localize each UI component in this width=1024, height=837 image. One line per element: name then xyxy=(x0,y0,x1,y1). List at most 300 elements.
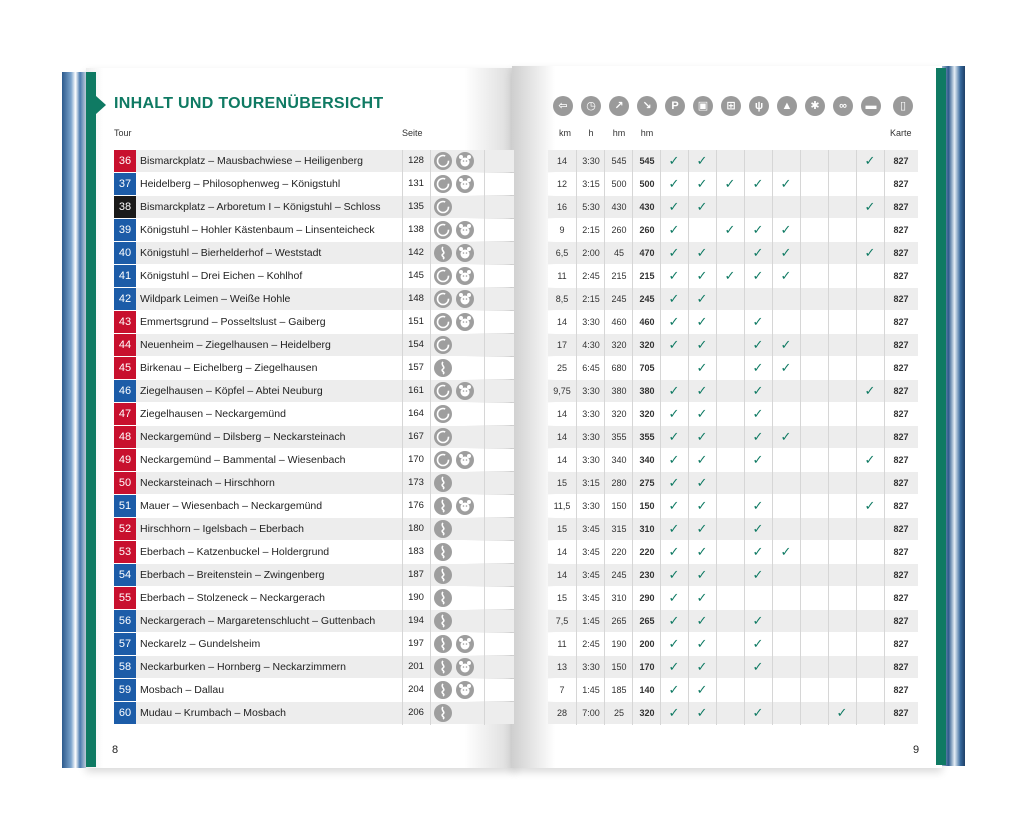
kid-friendly-icon xyxy=(456,267,474,285)
descent-hm: 220 xyxy=(639,547,655,557)
kid-friendly-icon xyxy=(456,290,474,308)
checkmark-icon: ✓ xyxy=(668,590,680,605)
ascent-hm: 320 xyxy=(611,340,627,350)
checkmark-icon: ✓ xyxy=(668,153,680,168)
tour-page: 128 xyxy=(408,155,424,166)
tour-name: Eberbach – Breitenstein – Zwingenberg xyxy=(140,569,325,581)
checkmark-icon: ✓ xyxy=(668,337,680,352)
tour-page: 176 xyxy=(408,500,424,511)
linear-route-icon xyxy=(434,681,452,699)
kid-friendly-icon xyxy=(456,382,474,400)
tour-number: 40 xyxy=(114,242,136,264)
linear-route-icon xyxy=(434,566,452,584)
tour-page: 151 xyxy=(408,316,424,327)
column-divider xyxy=(772,150,773,725)
column-divider xyxy=(632,150,633,725)
tour-number: 38 xyxy=(114,196,136,218)
checkmark-icon: ✓ xyxy=(696,199,708,214)
checkmark-icon: ✓ xyxy=(696,176,708,191)
tour-number: 54 xyxy=(114,564,136,586)
tour-page: 131 xyxy=(408,178,424,189)
map-number: 827 xyxy=(893,294,909,304)
duration-h: 3:30 xyxy=(582,409,600,419)
checkmark-icon: ✓ xyxy=(752,498,764,513)
checkmark-icon: ✓ xyxy=(752,521,764,536)
ascent-hm: 460 xyxy=(611,317,627,327)
checkmark-icon: ✓ xyxy=(696,567,708,582)
tour-name: Mudau – Krumbach – Mosbach xyxy=(140,707,286,719)
tour-number: 39 xyxy=(114,219,136,241)
tour-name: Neckargerach – Margaretenschlucht – Guttenbach xyxy=(140,615,376,627)
circular-route-icon xyxy=(434,336,452,354)
checkmark-icon: ✓ xyxy=(696,291,708,306)
duration-h: 2:15 xyxy=(582,294,600,304)
checkmark-icon: ✓ xyxy=(668,475,680,490)
column-divider xyxy=(576,150,577,725)
map-number: 827 xyxy=(893,570,909,580)
tour-name: Bismarckplatz – Mausbachwiese – Heiligenberg xyxy=(140,155,363,167)
tour-name: Ziegelhausen – Köpfel – Abtei Neuburg xyxy=(140,385,323,397)
checkmark-icon: ✓ xyxy=(696,544,708,559)
distance-km: 17 xyxy=(556,340,567,350)
tour-number: 51 xyxy=(114,495,136,517)
checkmark-icon: ✓ xyxy=(696,498,708,513)
distance-km: 7 xyxy=(559,685,565,695)
checkmark-icon: ✓ xyxy=(668,245,680,260)
checkmark-icon: ✓ xyxy=(668,222,680,237)
distance-km: 25 xyxy=(556,363,567,373)
tour-page: 157 xyxy=(408,362,424,373)
map-number: 827 xyxy=(893,432,909,442)
tour-page: 183 xyxy=(408,546,424,557)
checkmark-icon: ✓ xyxy=(864,452,876,467)
kid-friendly-icon xyxy=(456,152,474,170)
duration-h: 6:45 xyxy=(582,363,600,373)
column-divider xyxy=(856,150,857,725)
linear-route-icon xyxy=(434,520,452,538)
checkmark-icon: ✓ xyxy=(668,636,680,651)
winter-icon: ✱ xyxy=(805,96,825,116)
distance-km: 14 xyxy=(556,409,567,419)
tour-number: 53 xyxy=(114,541,136,563)
descent-hm: 215 xyxy=(639,271,655,281)
ascent-hm: 315 xyxy=(611,524,627,534)
descent-hm: 275 xyxy=(639,478,655,488)
map-number: 827 xyxy=(893,202,909,212)
circular-route-icon xyxy=(434,428,452,446)
checkmark-icon: ✓ xyxy=(752,176,764,191)
checkmark-icon: ✓ xyxy=(668,429,680,444)
descent-hm: 320 xyxy=(639,708,655,718)
ascent-hm: 310 xyxy=(611,593,627,603)
clock-icon: ◷ xyxy=(581,96,601,116)
linear-route-icon xyxy=(434,635,452,653)
duration-h: 3:45 xyxy=(582,570,600,580)
map-icon: ▯ xyxy=(893,96,913,116)
tour-number: 59 xyxy=(114,679,136,701)
tour-number: 43 xyxy=(114,311,136,333)
checkmark-icon: ✓ xyxy=(668,406,680,421)
descent-hm: 705 xyxy=(639,363,655,373)
checkmark-icon: ✓ xyxy=(668,705,680,720)
checkmark-icon: ✓ xyxy=(752,337,764,352)
column-divider xyxy=(660,150,661,725)
descent-hm: 340 xyxy=(639,455,655,465)
map-number: 827 xyxy=(893,501,909,511)
checkmark-icon: ✓ xyxy=(752,452,764,467)
header-tour: Tour xyxy=(114,128,132,138)
accent-bar-left xyxy=(86,72,96,767)
distance-km: 13 xyxy=(556,662,567,672)
duration-h: 3:45 xyxy=(582,593,600,603)
ascent-hm: 185 xyxy=(611,685,627,695)
ascent-hm: 245 xyxy=(611,570,627,580)
cable-car-icon: ⊞ xyxy=(721,96,741,116)
duration-h: 2:15 xyxy=(582,225,600,235)
map-number: 827 xyxy=(893,547,909,557)
kid-friendly-icon xyxy=(456,313,474,331)
map-number: 827 xyxy=(893,386,909,396)
distance-km: 14 xyxy=(556,432,567,442)
distance-km: 7,5 xyxy=(555,616,569,626)
tour-number: 56 xyxy=(114,610,136,632)
ascent-hm: 280 xyxy=(611,478,627,488)
linear-route-icon xyxy=(434,658,452,676)
column-divider xyxy=(800,150,801,725)
checkmark-icon: ✓ xyxy=(864,383,876,398)
duration-h: 5:30 xyxy=(582,202,600,212)
tour-name: Wildpark Leimen – Weiße Hohle xyxy=(140,293,291,305)
tour-number: 57 xyxy=(114,633,136,655)
tour-page: 161 xyxy=(408,385,424,396)
distance-km: 11,5 xyxy=(553,501,571,511)
checkmark-icon: ✓ xyxy=(696,636,708,651)
tour-number: 41 xyxy=(114,265,136,287)
checkmark-icon: ✓ xyxy=(752,636,764,651)
checkmark-icon: ✓ xyxy=(668,199,680,214)
circular-route-icon xyxy=(434,313,452,331)
checkmark-icon: ✓ xyxy=(696,590,708,605)
circular-route-icon xyxy=(434,451,452,469)
checkmark-icon: ✓ xyxy=(752,268,764,283)
checkmark-icon: ✓ xyxy=(836,705,848,720)
checkmark-icon: ✓ xyxy=(864,153,876,168)
duration-h: 2:45 xyxy=(582,639,600,649)
checkmark-icon: ✓ xyxy=(696,659,708,674)
tour-number: 60 xyxy=(114,702,136,724)
tour-name: Neckarelz – Gundelsheim xyxy=(140,638,261,650)
distance-km: 15 xyxy=(556,524,567,534)
descent-hm: 150 xyxy=(639,501,655,511)
ascent-hm: 265 xyxy=(611,616,627,626)
distance-km: 8,5 xyxy=(555,294,569,304)
duration-h: 1:45 xyxy=(582,616,600,626)
checkmark-icon: ✓ xyxy=(752,222,764,237)
train-icon: ▣ xyxy=(693,96,713,116)
checkmark-icon: ✓ xyxy=(668,291,680,306)
distance-km: 28 xyxy=(556,708,567,718)
distance-km: 11 xyxy=(557,271,567,281)
map-number: 827 xyxy=(893,248,909,258)
checkmark-icon: ✓ xyxy=(752,659,764,674)
checkmark-icon: ✓ xyxy=(696,245,708,260)
ascent-hm: 25 xyxy=(613,708,624,718)
checkmark-icon: ✓ xyxy=(696,337,708,352)
bed-icon: ▬ xyxy=(861,96,881,116)
tour-page: 187 xyxy=(408,569,424,580)
checkmark-icon: ✓ xyxy=(696,406,708,421)
descent-hm: 140 xyxy=(639,685,655,695)
checkmark-icon: ✓ xyxy=(780,268,792,283)
tour-number: 48 xyxy=(114,426,136,448)
kid-friendly-icon xyxy=(456,635,474,653)
ascent-hm: 320 xyxy=(611,409,627,419)
map-number: 827 xyxy=(893,639,909,649)
checkmark-icon: ✓ xyxy=(780,337,792,352)
checkmark-icon: ✓ xyxy=(780,360,792,375)
tour-name: Neckarburken – Hornberg – Neckarzimmern xyxy=(140,661,346,673)
duration-h: 3:15 xyxy=(582,478,600,488)
linear-route-icon xyxy=(434,543,452,561)
tour-name: Ziegelhausen – Neckargemünd xyxy=(140,408,286,420)
circular-route-icon xyxy=(434,221,452,239)
map-number: 827 xyxy=(893,271,909,281)
tour-page: 194 xyxy=(408,615,424,626)
descent-hm: 200 xyxy=(639,639,655,649)
checkmark-icon: ✓ xyxy=(696,429,708,444)
tour-page: 135 xyxy=(408,201,424,212)
checkmark-icon: ✓ xyxy=(668,521,680,536)
checkmark-icon: ✓ xyxy=(668,544,680,559)
map-number: 827 xyxy=(893,225,909,235)
checkmark-icon: ✓ xyxy=(696,383,708,398)
checkmark-icon: ✓ xyxy=(724,222,736,237)
tour-page: 167 xyxy=(408,431,424,442)
checkmark-icon: ✓ xyxy=(724,176,736,191)
checkmark-icon: ✓ xyxy=(696,452,708,467)
checkmark-icon: ✓ xyxy=(696,153,708,168)
tour-number: 49 xyxy=(114,449,136,471)
checkmark-icon: ✓ xyxy=(668,383,680,398)
duration-h: 2:00 xyxy=(582,248,600,258)
tour-name: Eberbach – Stolzeneck – Neckargerach xyxy=(140,592,326,604)
checkmark-icon: ✓ xyxy=(724,268,736,283)
distance-km: 14 xyxy=(556,455,567,465)
checkmark-icon: ✓ xyxy=(668,452,680,467)
checkmark-icon: ✓ xyxy=(752,429,764,444)
tour-name: Königstuhl – Drei Eichen – Kohlhof xyxy=(140,270,303,282)
checkmark-icon: ✓ xyxy=(752,245,764,260)
duration-h: 3:45 xyxy=(582,524,600,534)
column-divider xyxy=(484,150,485,725)
descent-icon: ↘ xyxy=(637,96,657,116)
tour-page: 164 xyxy=(408,408,424,419)
header-km: km xyxy=(559,128,571,138)
distance-km: 11 xyxy=(557,639,567,649)
descent-hm: 500 xyxy=(639,179,655,189)
tour-number: 52 xyxy=(114,518,136,540)
checkmark-icon: ✓ xyxy=(780,176,792,191)
duration-h: 2:45 xyxy=(582,271,600,281)
duration-h: 3:30 xyxy=(582,662,600,672)
distance-km: 9 xyxy=(559,225,565,235)
tour-name: Eberbach – Katzenbuckel – Holdergrund xyxy=(140,546,330,558)
ascent-hm: 545 xyxy=(611,156,627,166)
duration-h: 1:45 xyxy=(582,685,600,695)
checkmark-icon: ✓ xyxy=(780,222,792,237)
descent-hm: 355 xyxy=(639,432,655,442)
signpost-icon: ⇦ xyxy=(553,96,573,116)
map-number: 827 xyxy=(893,363,909,373)
descent-hm: 265 xyxy=(639,616,655,626)
column-divider xyxy=(402,150,403,725)
checkmark-icon: ✓ xyxy=(668,314,680,329)
restaurant-icon: ψ xyxy=(749,96,769,116)
kid-friendly-icon xyxy=(456,175,474,193)
distance-km: 14 xyxy=(556,570,567,580)
descent-hm: 470 xyxy=(639,248,655,258)
column-divider xyxy=(716,150,717,725)
duration-h: 3:30 xyxy=(582,317,600,327)
page-title: INHALT UND TOURENÜBERSICHT xyxy=(114,95,384,112)
title-arrow-icon xyxy=(96,96,106,114)
checkmark-icon: ✓ xyxy=(864,199,876,214)
tour-name: Mosbach – Dallau xyxy=(140,684,225,696)
ascent-hm: 190 xyxy=(611,639,627,649)
tour-page: 204 xyxy=(408,684,424,695)
kid-friendly-icon xyxy=(456,681,474,699)
column-divider xyxy=(828,150,829,725)
tour-number: 37 xyxy=(114,173,136,195)
ascent-hm: 260 xyxy=(611,225,627,235)
header-hm-ascent: hm xyxy=(612,128,626,138)
descent-hm: 310 xyxy=(639,524,655,534)
parking-icon: P xyxy=(665,96,685,116)
map-number: 827 xyxy=(893,409,909,419)
kid-friendly-icon xyxy=(456,497,474,515)
descent-hm: 170 xyxy=(639,662,655,672)
ascent-hm: 340 xyxy=(611,455,627,465)
linear-route-icon xyxy=(434,244,452,262)
descent-hm: 230 xyxy=(639,570,655,580)
map-number: 827 xyxy=(893,317,909,327)
ascent-hm: 500 xyxy=(611,179,627,189)
checkmark-icon: ✓ xyxy=(696,682,708,697)
tour-name: Birkenau – Eichelberg – Ziegelhausen xyxy=(140,362,318,374)
tour-page: 154 xyxy=(408,339,424,350)
checkmark-icon: ✓ xyxy=(668,268,680,283)
circular-route-icon xyxy=(434,267,452,285)
ascent-hm: 680 xyxy=(611,363,627,373)
header-karte: Karte xyxy=(890,128,912,138)
checkmark-icon: ✓ xyxy=(696,268,708,283)
checkmark-icon: ✓ xyxy=(696,613,708,628)
tour-number: 42 xyxy=(114,288,136,310)
duration-h: 3:30 xyxy=(582,432,600,442)
map-number: 827 xyxy=(893,593,909,603)
distance-km: 9,75 xyxy=(553,386,571,396)
checkmark-icon: ✓ xyxy=(752,544,764,559)
column-divider xyxy=(884,150,885,725)
descent-hm: 460 xyxy=(639,317,655,327)
checkmark-icon: ✓ xyxy=(752,613,764,628)
tour-page: 142 xyxy=(408,247,424,258)
distance-km: 12 xyxy=(556,179,567,189)
descent-hm: 545 xyxy=(639,156,655,166)
page-number-right: 9 xyxy=(913,744,920,756)
map-number: 827 xyxy=(893,156,909,166)
checkmark-icon: ✓ xyxy=(668,176,680,191)
descent-hm: 320 xyxy=(639,340,655,350)
accent-bar-right xyxy=(936,68,946,765)
checkmark-icon: ✓ xyxy=(696,314,708,329)
circular-route-icon xyxy=(434,198,452,216)
tour-number: 50 xyxy=(114,472,136,494)
column-divider xyxy=(744,150,745,725)
checkmark-icon: ✓ xyxy=(696,521,708,536)
duration-h: 3:45 xyxy=(582,547,600,557)
distance-km: 14 xyxy=(556,156,567,166)
tour-page: 197 xyxy=(408,638,424,649)
tour-number: 58 xyxy=(114,656,136,678)
tour-name: Mauer – Wiesenbach – Neckargemünd xyxy=(140,500,323,512)
header-h: h xyxy=(588,128,594,138)
ascent-hm: 150 xyxy=(611,662,627,672)
header-hm-descent: hm xyxy=(640,128,654,138)
circular-route-icon xyxy=(434,152,452,170)
kid-friendly-icon xyxy=(456,244,474,262)
tour-page: 180 xyxy=(408,523,424,534)
map-number: 827 xyxy=(893,478,909,488)
kid-friendly-icon xyxy=(456,658,474,676)
checkmark-icon: ✓ xyxy=(752,567,764,582)
ascent-hm: 245 xyxy=(611,294,627,304)
checkmark-icon: ✓ xyxy=(864,498,876,513)
circular-route-icon xyxy=(434,405,452,423)
tour-name: Königstuhl – Hohler Kästenbaum – Linsenteicheck xyxy=(140,224,375,236)
map-number: 827 xyxy=(893,524,909,534)
tour-name: Neckargemünd – Bammental – Wiesenbach xyxy=(140,454,346,466)
duration-h: 3:30 xyxy=(582,501,600,511)
map-number: 827 xyxy=(893,455,909,465)
tour-number: 55 xyxy=(114,587,136,609)
descent-hm: 380 xyxy=(639,386,655,396)
checkmark-icon: ✓ xyxy=(780,544,792,559)
duration-h: 7:00 xyxy=(582,708,600,718)
distance-km: 14 xyxy=(556,317,567,327)
column-divider xyxy=(430,150,431,725)
circular-route-icon xyxy=(434,382,452,400)
checkmark-icon: ✓ xyxy=(668,567,680,582)
tour-name: Neuenheim – Ziegelhausen – Heidelberg xyxy=(140,339,331,351)
linear-route-icon xyxy=(434,704,452,722)
checkmark-icon: ✓ xyxy=(668,613,680,628)
tour-page: 170 xyxy=(408,454,424,465)
distance-km: 6,5 xyxy=(555,248,569,258)
duration-h: 3:30 xyxy=(582,386,600,396)
checkmark-icon: ✓ xyxy=(752,314,764,329)
tour-number: 46 xyxy=(114,380,136,402)
tour-name: Königstuhl – Bierhelderhof – Weststadt xyxy=(140,247,322,259)
tour-number: 45 xyxy=(114,357,136,379)
kid-friendly-icon xyxy=(456,451,474,469)
checkmark-icon: ✓ xyxy=(780,245,792,260)
column-divider xyxy=(604,150,605,725)
ascent-icon: ↗ xyxy=(609,96,629,116)
page-number-left: 8 xyxy=(112,744,119,756)
descent-hm: 320 xyxy=(639,409,655,419)
distance-km: 15 xyxy=(556,593,567,603)
